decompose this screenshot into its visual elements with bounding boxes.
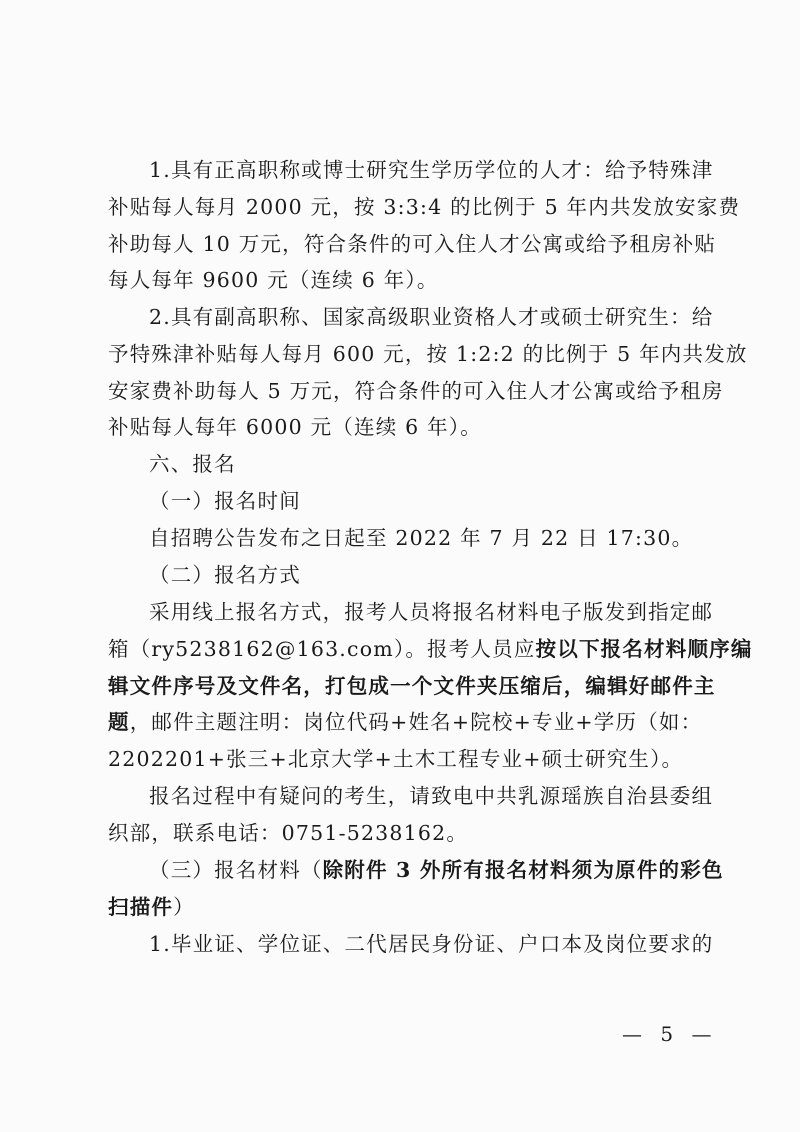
paragraph-line xyxy=(108,926,712,963)
text-line: 1.毕业证、学位证、二代居民身份证、户口本及岗位要求的 xyxy=(149,932,714,956)
heading-registration: 六、报名 xyxy=(149,452,236,476)
text-line: 补贴每人每月 2000 元，按 3:3:4 的比例于 5 年内共发放安家费 xyxy=(108,195,741,219)
text-line: 自招聘公告发布之日起至 2022 年 7 月 22 日 17:30。 xyxy=(149,526,694,550)
heading-registration-time: （一）报名时间 xyxy=(149,489,301,513)
text-line: 安家费补助每人 5 万元，符合条件的可入住人才公寓或给予租房 xyxy=(108,379,724,403)
paragraph-line xyxy=(108,668,716,705)
text-line: 每人每年 9600 元（连续 6 年）。 xyxy=(108,268,439,292)
paragraph-line xyxy=(108,373,724,410)
paragraph-line xyxy=(108,520,712,557)
paragraph-line xyxy=(108,189,741,226)
subsection-heading xyxy=(108,557,712,594)
bold-text: 辑文件序号及文件名，打包成一个文件夹压缩后，编辑好邮件主 xyxy=(108,674,716,698)
heading-registration-method: （二）报名方式 xyxy=(149,563,301,587)
text-line: 补助每人 10 万元，符合条件的可入住人才公寓或给予租房补贴 xyxy=(108,232,717,256)
paragraph-line xyxy=(108,704,712,741)
text-line: 予特殊津补贴每人每月 600 元，按 1:2:2 的比例于 5 年内共发放 xyxy=(108,342,748,366)
subsection-heading xyxy=(108,483,712,520)
paragraph-line xyxy=(108,815,712,852)
paragraph-line xyxy=(108,299,712,336)
paragraph-line xyxy=(108,336,748,373)
plain-text: ，邮件主题注明：岗位代码+姓名+院校+专业+学历（如： xyxy=(129,710,703,734)
text-line: 补贴每人每年 6000 元（连续 6 年）。 xyxy=(108,415,482,439)
subsection-heading xyxy=(108,852,724,889)
plain-text: （三）报名材料（ xyxy=(149,858,323,882)
text-line: 2.具有副高职称、国家高级职业资格人才或硕士研究生：给 xyxy=(149,305,714,329)
bold-text: 除附件 3 外所有报名材料须为原件的彩色 xyxy=(322,858,724,882)
paragraph-line xyxy=(108,889,712,926)
paragraph-line xyxy=(108,409,712,446)
text-line: 2202201+张三+北京大学+土木工程专业+硕士研究生）。 xyxy=(108,747,684,771)
bold-text: 按以下报名材料顺序编 xyxy=(535,637,753,661)
paragraph-line xyxy=(108,741,712,778)
text-line: 报名过程中有疑问的考生，请致电中共乳源瑶族自治县委组 xyxy=(149,784,714,808)
paragraph-line xyxy=(108,226,717,263)
section-heading xyxy=(108,446,712,483)
text-line: 1.具有正高职称或博士研究生学历学位的人才：给予特殊津 xyxy=(149,158,714,182)
paragraph-line xyxy=(108,594,712,631)
bold-text: 扫描件 xyxy=(108,895,174,919)
heading-registration-materials xyxy=(108,852,724,889)
text-line xyxy=(108,631,753,668)
paragraph-line xyxy=(108,152,712,189)
text-line: 织部，联系电话：0751-5238162。 xyxy=(108,821,469,845)
bold-text: 题 xyxy=(108,710,130,734)
email-text: 箱（ry5238162@163.com）。报考人员应 xyxy=(108,637,536,661)
text-line xyxy=(108,889,712,926)
paragraph-line xyxy=(108,778,712,815)
text-line xyxy=(108,704,712,741)
text-line: 采用线上报名方式，报考人员将报名材料电子版发到指定邮 xyxy=(149,600,714,624)
page-number: — 5 — xyxy=(622,1022,718,1046)
paragraph-line xyxy=(108,631,753,668)
paragraph-line xyxy=(108,262,712,299)
plain-text: ） xyxy=(173,895,195,919)
